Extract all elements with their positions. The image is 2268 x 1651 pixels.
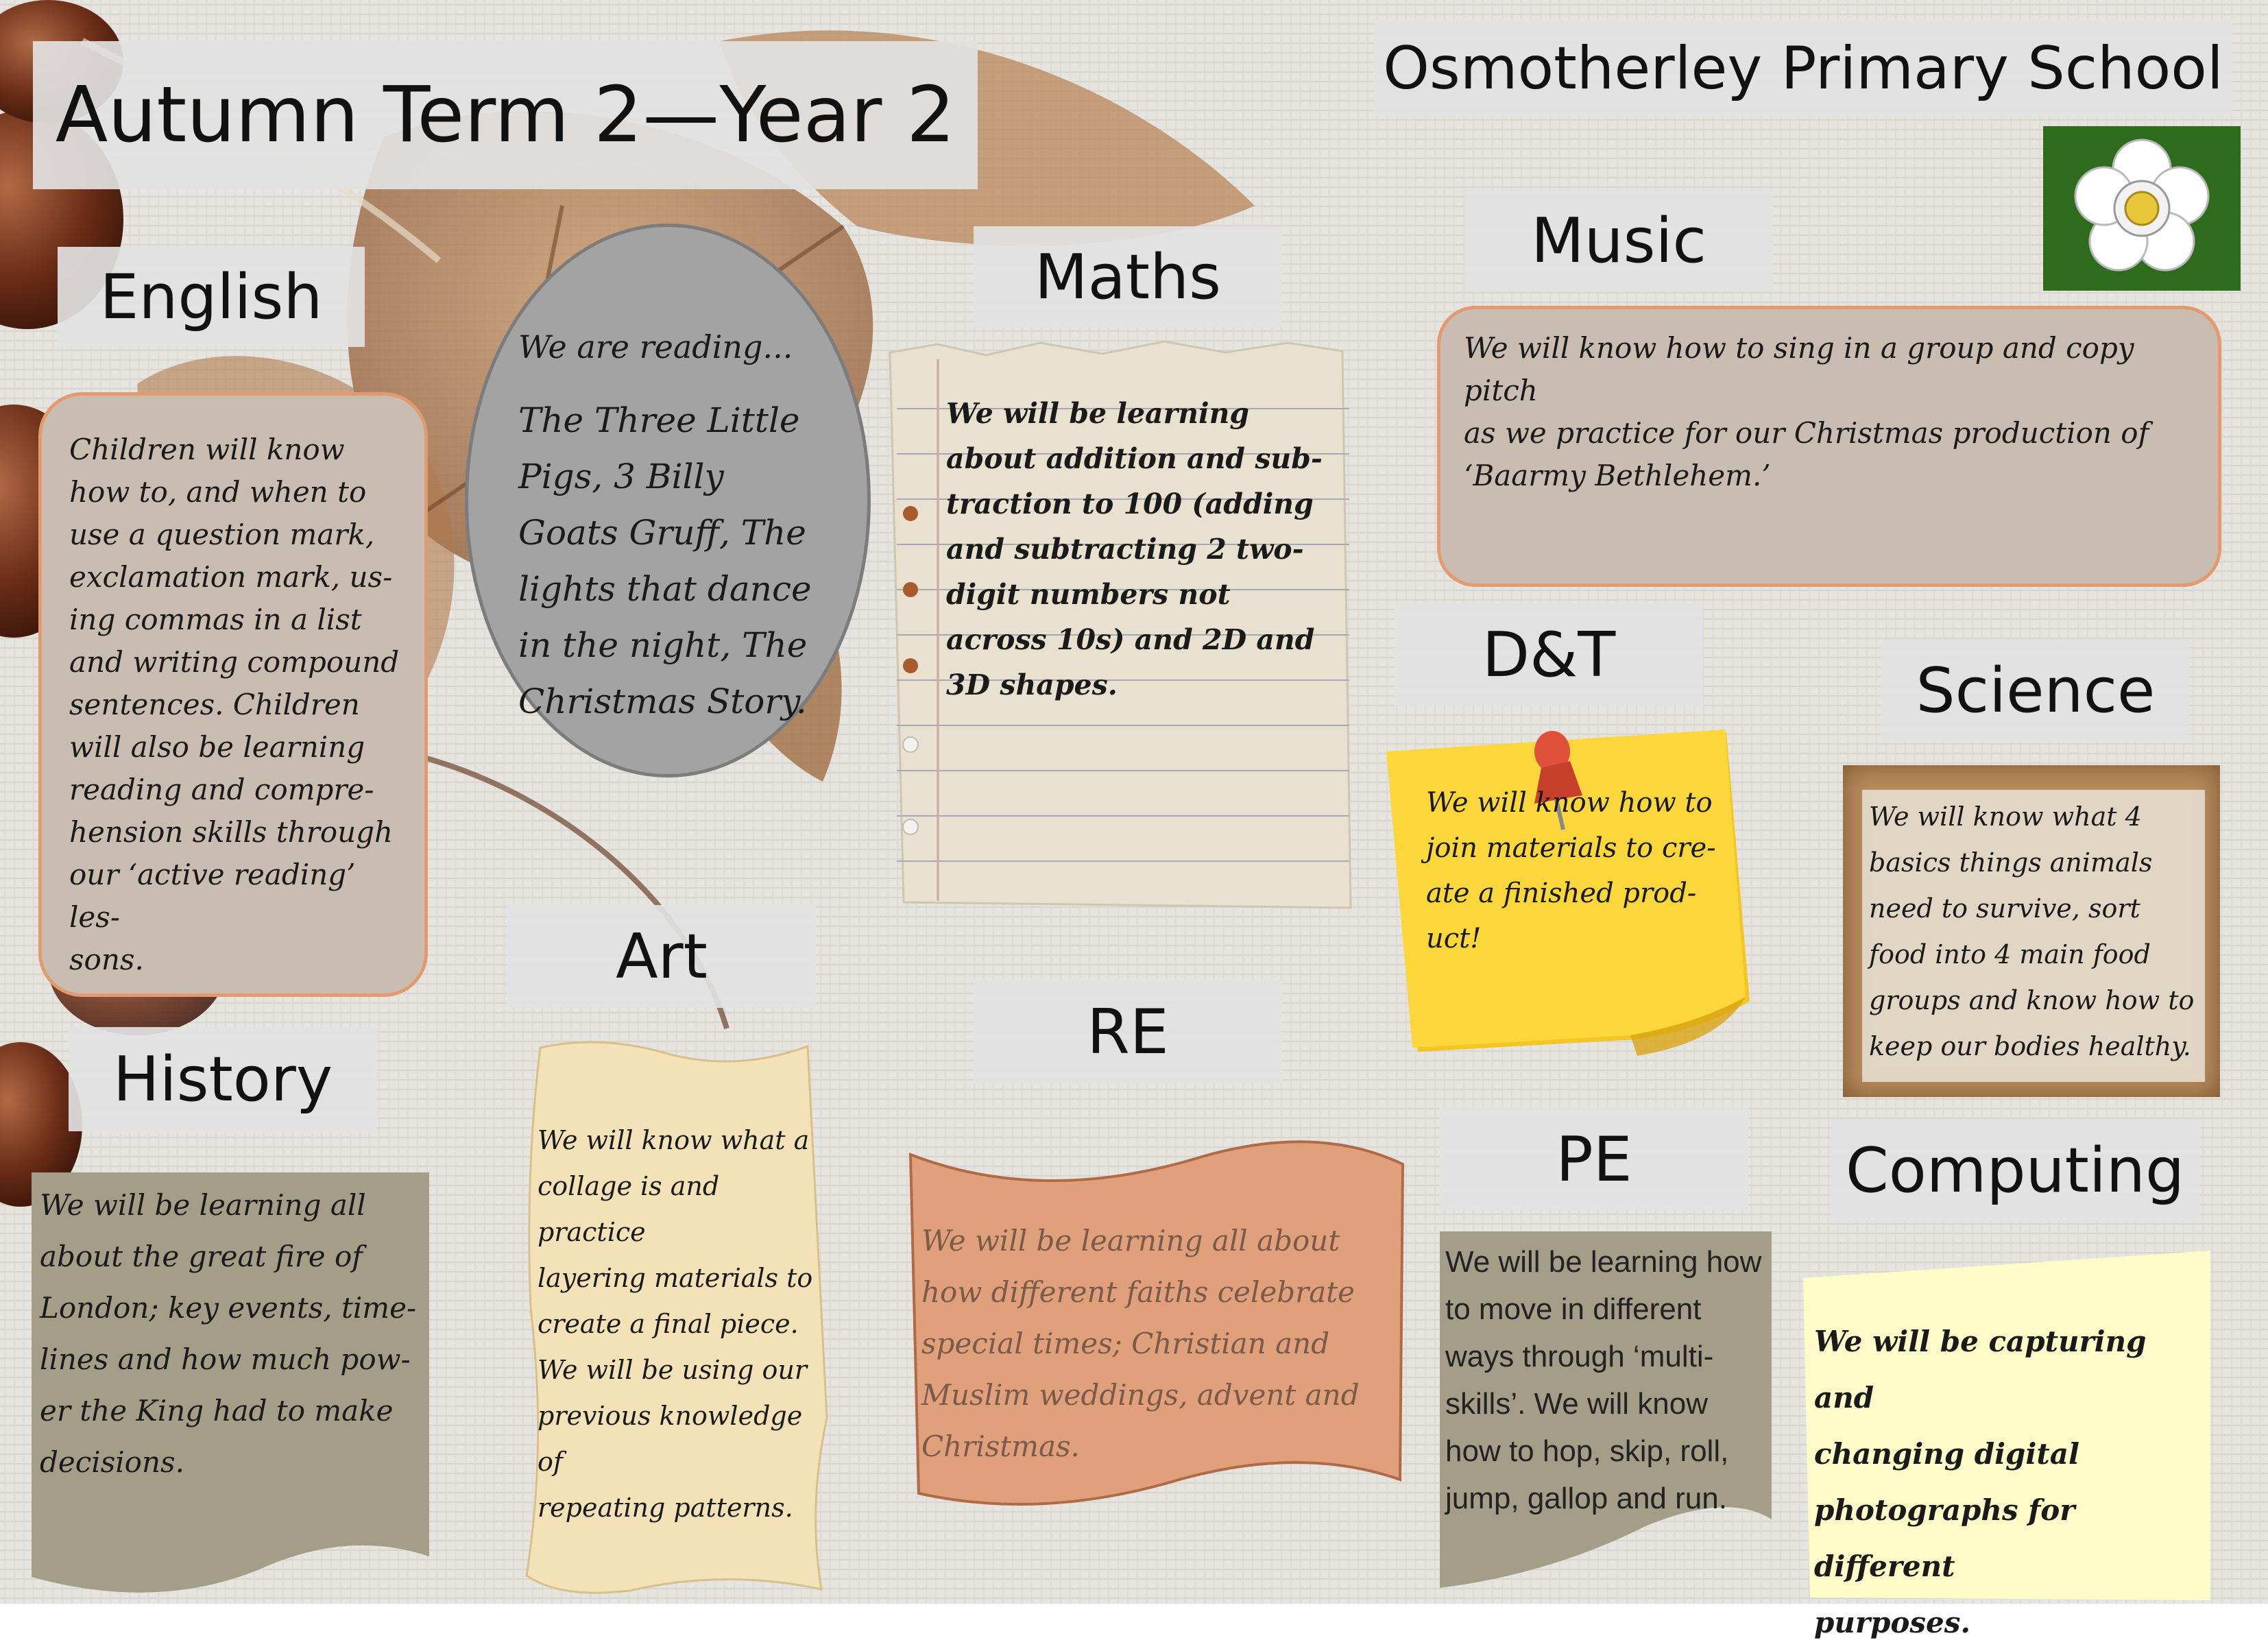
re-heading: RE (974, 980, 1282, 1083)
history-heading: History (69, 1027, 377, 1131)
history-text: We will be learning all about the great fire of London; key events, time- lines and how much pow- er the King had to make decisions. (40, 1188, 417, 1479)
reading-book-list: The Three Little Pigs, 3 Billy Goats Gruff, The lights that dance in the night, The Christmas Story. (518, 400, 812, 721)
english-text-box: Children will know how to, and when to use a question mark, exclamation mark, us- ing commas in a list and writing compound sentences. Children will also be learning reading and compre- hension skills through our ‘active reading’ les- sons. (38, 392, 428, 997)
reading-intro: We are reading... (518, 328, 793, 365)
maths-text: We will be learning about addition and sub- traction to 100 (adding and subtracting 2 two- digit numbers not across 10s) and 2D and 3D shapes. (946, 397, 1323, 701)
pe-heading: PE (1440, 1108, 1748, 1211)
english-heading: English (58, 247, 365, 347)
music-heading: Music (1464, 189, 1773, 292)
dt-text: We will know how to join materials to cre- ate a finished prod- uct! (1426, 787, 1716, 954)
music-text-box: We will know how to sing in a group and copy pitch as we practice for our Christmas production of ‘Baarmy Bethlehem.’ (1437, 306, 2221, 587)
science-heading: Science (1881, 639, 2190, 742)
re-text: We will be learning all about how different faiths celebrate special times; Christian and Muslim weddings, advent and Christmas. (921, 1224, 1360, 1463)
yorkshire-rose-crest-icon (2043, 126, 2241, 291)
page-title: Autumn Term 2—Year 2 (33, 41, 978, 189)
dt-heading: D&T (1395, 603, 1703, 706)
art-heading: Art (507, 905, 816, 1008)
computing-heading: Computing (1831, 1119, 2199, 1222)
art-text: We will know what a collage is and practice layering materials to create a final piece. We will be using our previous knowledge of repeating patterns. (538, 1125, 813, 1523)
science-text: We will know what 4 basics things animals need to survive, sort food into 4 main food groups and know how to keep our bodies healthy. (1862, 790, 2205, 1082)
school-name: Osmotherley Primary School (1374, 21, 2232, 117)
computing-text: We will be capturing and changing digital photographs for different purposes. (1814, 1325, 2147, 1639)
pe-text: We will be learning how to move in different ways through ‘multi- skills’. We will know how to hop, skip, roll, jump, gallop and run. (1445, 1245, 1762, 1515)
maths-heading: Maths (974, 226, 1282, 328)
